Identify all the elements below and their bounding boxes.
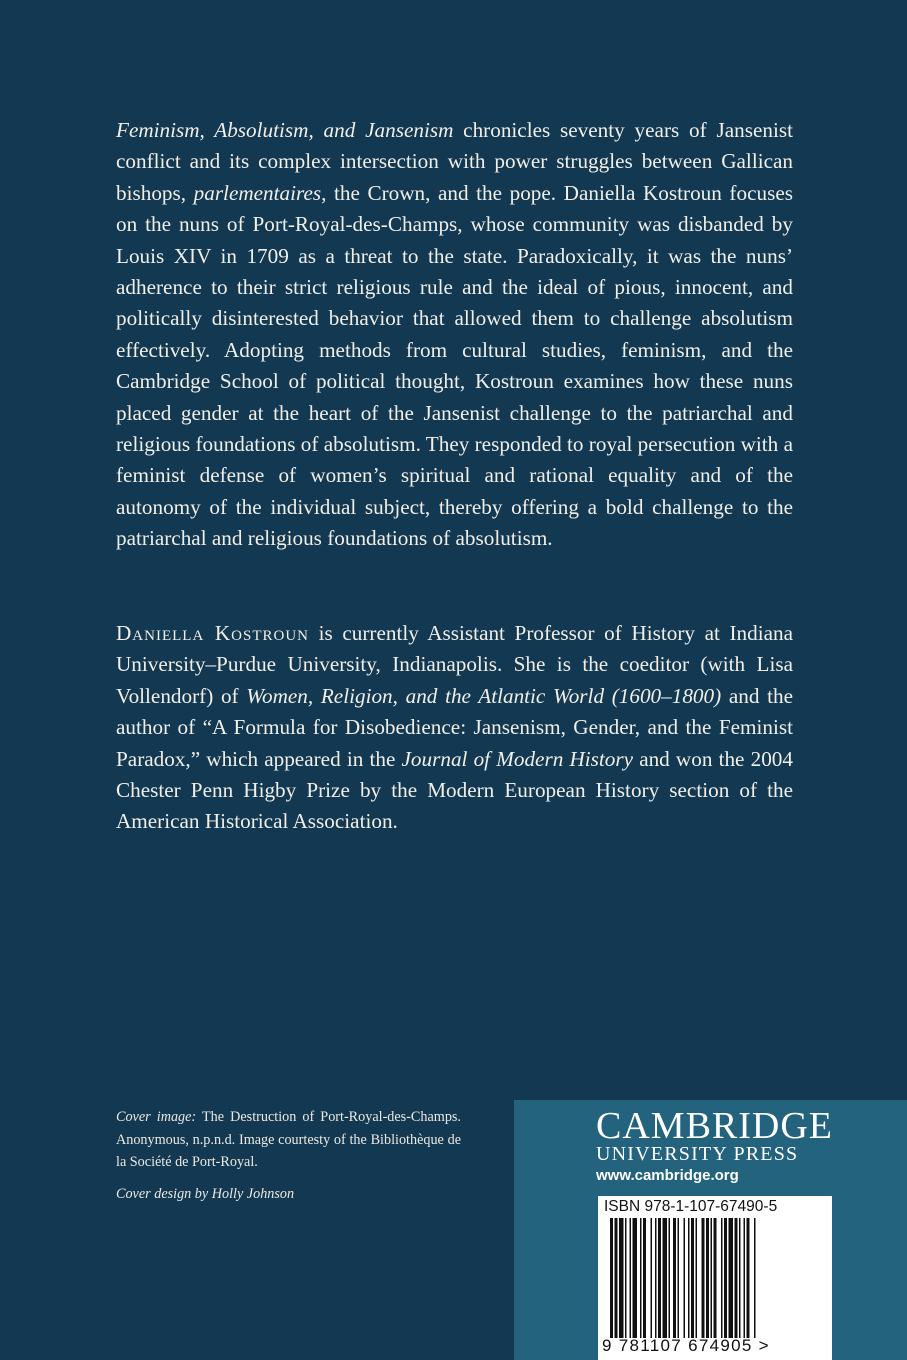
barcode-bar: [691, 1218, 694, 1338]
barcode-bar: [729, 1218, 734, 1338]
publisher-url: www.cambridge.org: [596, 1167, 739, 1184]
description-text-2: , the Crown, and the pope. Daniella Kostroun focuses on the nuns of Port-Royal-des-Champs, whose community was disbanded by Louis XIV in 1709 as a threat to the state. Paradoxically, it was the nuns’ adherence to their strict religious rule and the ideal of pious, innocent, and politically disinterested behavior that allowed them to challenge absolutism effectively. Adopting methods from cultural studies, feminism, and the Cambridge School of political thought, Kostroun examines how these nuns placed gender at the heart of the Jansenist challenge to the patriarchal and religious foundations of absolutism. They responded to royal persecution with a feminist defense of women’s spiritual and rational equality and of the autonomy of the individual subject, thereby offering a bold challenge to the patriarchal and religious foundations of absolutism.: [116, 180, 793, 551]
author-name: Daniella Kostroun: [116, 621, 310, 645]
barcode-label: [598, 1196, 832, 1360]
barcode-bars: [602, 1218, 828, 1338]
barcode-bar: [625, 1218, 627, 1338]
barcode-bar: [735, 1218, 738, 1338]
barcode-bar: [678, 1218, 680, 1338]
bio-text-1: is currently Assistant Professor of History at Indiana University–Purdue University, Indianapolis. She is the coeditor (with Lisa Vollendorf) of: [116, 621, 793, 708]
bio-text-2: and the author of “A Formula for Disobedience: Jansenism, Gender, and the Feminist Paradox,” which appeared in the: [116, 683, 793, 771]
barcode-bar: [711, 1218, 713, 1338]
bio-journal-title: Journal of Modern History: [401, 746, 634, 771]
bio-book-title: Women, Religion, and the Atlantic World (1600–1800): [246, 683, 722, 708]
bio-text-3: and won the 2004 Chester Penn Higby Prize by the Modern European History section of the American Historical Association.: [116, 746, 793, 834]
barcode-bar: [739, 1218, 741, 1338]
barcode-bar: [696, 1218, 698, 1338]
book-description: [116, 115, 793, 555]
barcode-bar: [684, 1218, 686, 1338]
barcode-bar: [747, 1218, 750, 1338]
description-text-1: chronicles seventy years of Jansenist conflict and its complex intersection with power struggles between Gallican bishops,: [116, 118, 793, 205]
barcode-digits: 9 781107 674905 >: [602, 1336, 770, 1355]
barcode-bar: [619, 1218, 624, 1338]
barcode-bar: [714, 1218, 717, 1338]
barcode-bar: [658, 1218, 661, 1338]
barcode-bar: [640, 1218, 642, 1338]
cover-image-label: Cover image:: [116, 1109, 197, 1125]
barcode-bar: [615, 1218, 618, 1338]
barcode-bar: [721, 1218, 723, 1338]
barcode-bar: [663, 1218, 668, 1338]
barcode-bar: [633, 1218, 638, 1338]
barcode-bar: [754, 1218, 756, 1338]
publisher-subtitle: UNIVERSITY PRESS: [596, 1143, 799, 1165]
barcode-bar: [651, 1218, 653, 1338]
barcode-bar: [673, 1218, 676, 1338]
barcode-bar: [744, 1218, 746, 1338]
publisher-panel: [514, 1100, 907, 1360]
cover-image-text: The Destruction of Port-Royal-des-Champs. Anonymous, n.p.n.d. Image courtesty of the Bibliothèque de la Société de Port-Royal.: [116, 1109, 461, 1170]
barcode-bar: [630, 1218, 632, 1338]
cover-credits: [116, 1106, 461, 1205]
barcode-bar: [706, 1218, 709, 1338]
isbn-text: ISBN 978-1-107-67490-5: [604, 1198, 778, 1215]
parlementaires-term: parlementaires: [193, 180, 322, 205]
barcode-bar: [688, 1218, 690, 1338]
barcode-bar: [702, 1218, 705, 1338]
barcode-bar: [724, 1218, 727, 1338]
cover-image-credit: [116, 1106, 461, 1174]
barcode-bar: [655, 1218, 657, 1338]
publisher-name: CAMBRIDGE: [596, 1105, 834, 1147]
cover-design-credit: Cover design by Holly Johnson: [116, 1185, 295, 1202]
barcode-bar: [643, 1218, 646, 1338]
author-bio: [116, 618, 793, 838]
book-title: Feminism, Absolutism, and Jansenism: [116, 118, 454, 142]
barcode-bar: [610, 1218, 613, 1338]
barcode-bar: [669, 1218, 671, 1338]
